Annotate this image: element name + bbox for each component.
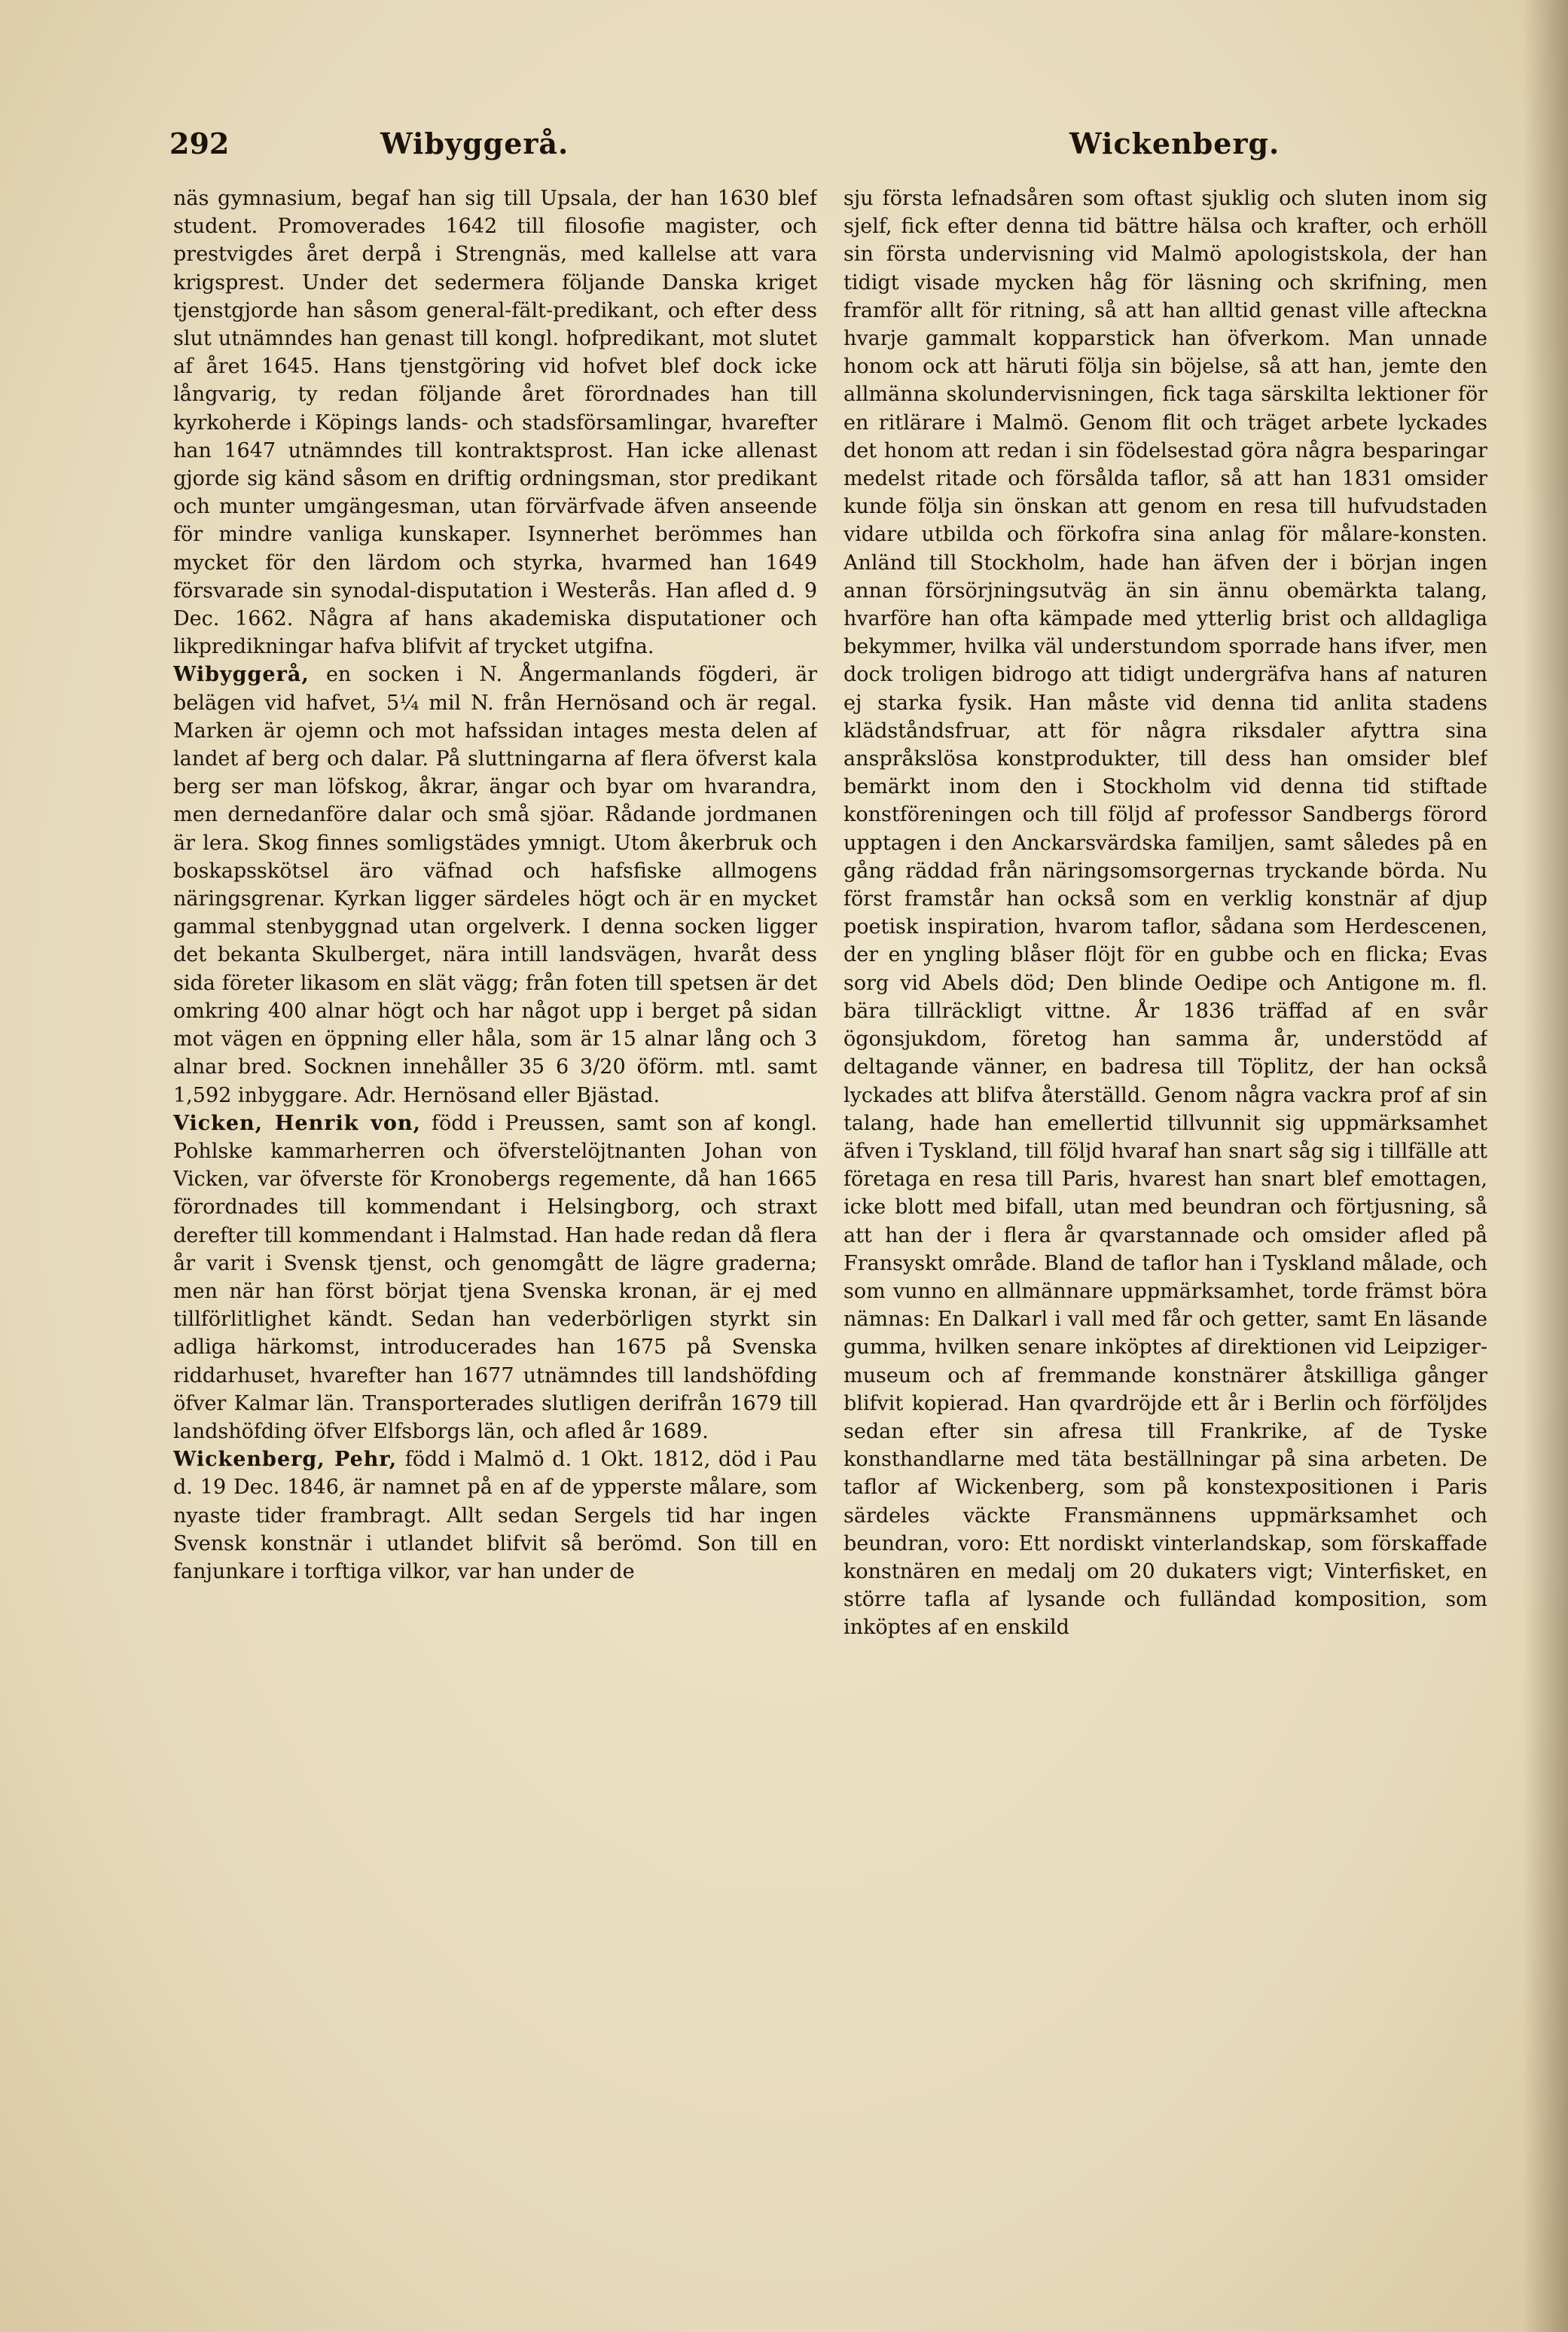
entry-continuation: [173, 185, 817, 661]
entry-text: född i Preussen, samt son af kongl. Pohlske kammarherren och öfverstelöjtnanten Johan von Vicken, var öfverste för Kronobergs regemente, då han 1665 förordnades till kommendant i Helsingborg, och straxt derefter till kommendant i Halmstad. Han hade redan då flera år varit i Svensk tjenst, och genomgått de lägre graderna; men när han först börjat tjena Svenska kronan, är ej med tillförlitlighet kändt. Sedan han vederbörligen styrkt sin adliga härkomst, introducerades han 1675 på Svenska riddarhuset, hvarefter han 1677 utnämndes till landshöfding öfver Kalmar län. Transporterades slutligen derifrån 1679 till landshöfding öfver Elfsborgs län, och afled år 1689.: [173, 1111, 817, 1443]
left-column: [173, 185, 817, 2233]
entry-text: sju första lefnadsåren som oftast sjuklig och sluten inom sig sjelf, fick efter denna tid bättre hälsa och krafter, och erhöll sin första undervisning vid Malmö apologistskola, der han tidigt visade mycken håg för läsning och skrifning, men framför allt för ritning, så att han alltid genast ville afteckna hvarje gammalt kopparstick han öfverkom. Man unnade honom ock att häruti följa sin böjelse, så att han, jemte den allmänna skolundervisningen, fick taga särskilta lektioner för en ritlärare i Malmö. Genom flit och träget arbete lyckades det honom att redan i sin födelsestad göra några besparingar medelst ritade och försålda taflor, så att han 1831 omsider kunde följa sin önskan att genom en resa till hufvudstaden vidare utbilda och förkofra sina anlag för målare-konsten. Anländ till Stockholm, hade han äfven der i början ingen annan försörjningsutväg än sin ännu obemärkta talang, hvarföre han ofta kämpade med ytterlig brist och alldagliga bekymmer, hvilka väl understundom sporrade hans ifver, men dock troligen bidrogo att tidigt undergräfva hans af naturen ej starka fysik. Han måste vid denna tid anlita stadens klädståndsfruar, att för några riksdaler afyttra sina anspråkslösa konstprodukter, till dess han omsider blef bemärkt inom den i Stockholm vid denna tid stiftade konstföreningen och till följd af professor Sandbergs förord upptagen i den Anckarsvärdska familjen, samt således på en gång räddad från näringsomsorgernas tryckande börda. Nu först framstår han också som en verklig konstnär af djup poetisk inspiration, hvarom taflor, sådana som Herdescenen, der en yngling blåser flöjt för en gubbe och en flicka; Evas sorg vid Abels död; Den blinde Oedipe och Antigone m. fl. bära tillräckligt vittne. År 1836 träffad af en svår ögonsjukdom, företog han samma år, understödd af deltagande vänner, en badresa till Töplitz, der han också lyckades att blifva återställd. Genom några vackra prof af sin talang, hade han emellertid tillvunnit sig uppmärksamhet äfven i Tyskland, till följd hvaraf han snart såg sig i tillfälle att företaga en resa till Paris, hvarest han snart blef emottagen, icke blott med bifall, utan med beundran och förtjusning, så att han der i flera år qvarstannade och omsider afled på Fransyskt område. Bland de taflor han i Tyskland målade, och som vunno en allmännare uppmärksamhet, torde främst böra nämnas: En Dalkarl i vall med får och getter, samt En läsande gumma, hvilken senare inköptes af direktionen vid Leipziger-museum och af fremmande konstnärer åtskilliga gånger blifvit kopierad. Han qvardröjde ett år i Berlin och förföljdes sedan efter sin afresa till Frankrike, af de Tyske konsthandlarne med täta beställningar på sina arbeten. De taflor af Wickenberg, som på konstexpositionen i Paris särdeles väckte Fransmännens uppmärksamhet och beundran, voro: Ett nordiskt vinterlandskap, som förskaffade konstnären en medalj om 20 dukaters vigt; Vinterfisket, en större tafla af lysande och fulländad komposition, som inköptes af en enskild: [843, 187, 1487, 1640]
page-edge-shadow: [1523, 0, 1568, 2332]
entry-headword: Vicken, Henrik von,: [173, 1111, 421, 1135]
right-column: [843, 185, 1487, 2233]
entry-headword: Wickenberg, Pehr,: [173, 1448, 398, 1472]
page-number: 292: [169, 127, 230, 160]
entry-text: en socken i N. Ångermanlands fögderi, är belägen vid hafvet, 5¼ mil N. från Hernösand och är regal. Marken är ojemn och mot hafssidan intages mesta delen af landet af berg och dalar. På sluttningarna af flera öfverst kala berg ser man löfskog, åkrar, ängar och byar om hvarandra, men dernedanföre dalar och små sjöar. Rådande jordmanen är lera. Skog finnes somligstädes ymnigt. Utom åkerbruk och boskapsskötsel äro väfnad och hafsfiske allmogens näringsgrenar. Kyrkan ligger särdeles högt och är en mycket gammal stenbyggnad utan orgelverk. I denna socken ligger det bekanta Skulberget, nära intill landsvägen, hvaråt dess sida företer likasom en slät vägg; från foten till spetsen är det omkring 400 alnar högt och har något upp i berget på sidan mot vägen en öppning eller håla, som är 15 alnar lång och 3 alnar bred. Socknen innehåller 35 6 3/20 öförm. mtl. samt 1,592 inbyggare. Adr. Hernösand eller Bjästad.: [173, 663, 817, 1107]
right-running-head: Wickenberg.: [1069, 127, 1280, 160]
entry-text: född i Malmö d. 1 Okt. 1812, död i Pau d. 19 Dec. 1846, är namnet på en af de ypperste målare, som nyaste tider frambragt. Allt sedan Sergels tid har ingen Svensk konstnär i utlandet blifvit så berömd. Son till en fanjunkare i torftiga vilkor, var han under de: [173, 1448, 817, 1583]
running-header: [169, 127, 1502, 172]
entry-vicken: [173, 1110, 817, 1445]
entry-wickenberg-continued: [843, 185, 1487, 1642]
left-running-head: Wibyggerå.: [380, 127, 569, 160]
entry-text: näs gymnasium, begaf han sig till Upsala, der han 1630 blef student. Promoverades 1642 till filosofie magister, och prestvigdes året derpå i Strengnäs, med kallelse att vara krigsprest. Under det sedermera följande Danska kriget tjenstgjorde han såsom general-fält-predikant, och efter dess slut utnämndes han genast till kongl. hofpredikant, mot slutet af året 1645. Hans tjenstgöring vid hofvet blef dock icke långvarig, ty redan följande året förordnades han till kyrkoherde i Köpings lands- och stadsförsamlingar, hvarefter han 1647 utnämndes till kontraktsprost. Han icke allenast gjorde sig känd såsom en driftig ordningsman, stor predikant och munter umgängesman, utan förvärfvade äfven anseende för mindre vanliga kunskaper. Isynnerhet berömmes han mycket för den lärdom och styrka, hvarmed han 1649 försvarade sin synodal-disputation i Westerås. Han afled d. 9 Dec. 1662. Några af hans akademiska disputationer och likpredikningar hafva blifvit af trycket utgifna.: [173, 187, 817, 659]
entry-headword: Wibyggerå,: [173, 663, 310, 687]
entry-wibyggera: [173, 661, 817, 1109]
entry-wickenberg: [173, 1445, 817, 1586]
